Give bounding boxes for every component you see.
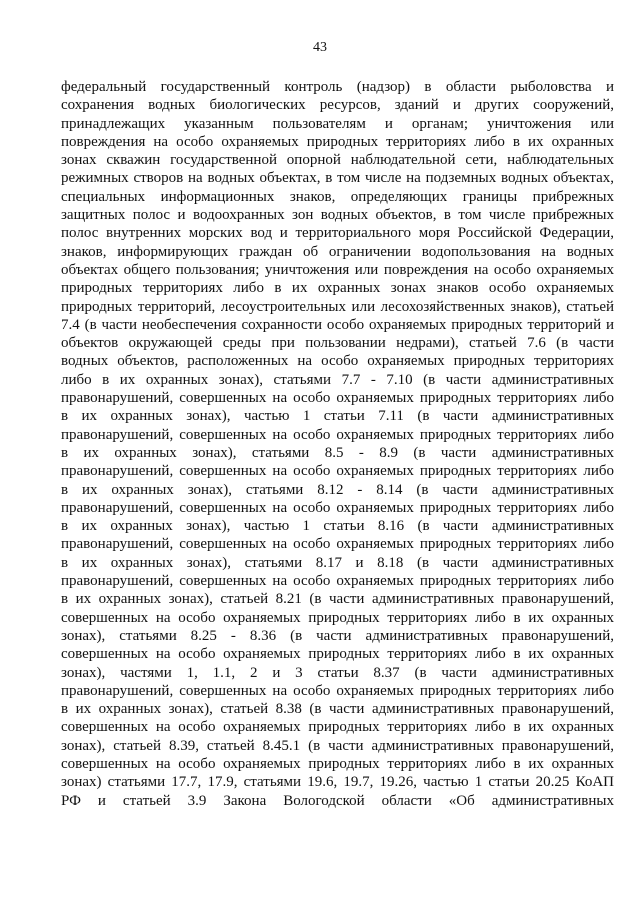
text-line: в их охранных зонах), статьей 8.38 (в части административных правонарушений, — [61, 701, 614, 718]
text-line: в их охранных зонах), частью 1 статьи 7.11 (в части административных — [61, 408, 614, 425]
text-line: принадлежащих указанным пользователям и органам; уничтожения или — [61, 115, 614, 132]
text-line: правонарушений, совершенных на особо охраняемых природных территориях либо — [61, 573, 614, 590]
text-line: защитных полос и водоохранных зон водных объектов, в том числе прибрежных — [61, 207, 614, 224]
body-text — [61, 78, 614, 810]
text-line: водных объектов, расположенных на особо охраняемых природных территориях — [61, 353, 614, 370]
text-line: специальных информационных знаков, определяющих границы прибрежных — [61, 188, 614, 205]
text-line: повреждения на особо охраняемых природных территориях либо в их охранных — [61, 133, 614, 150]
text-line: в их охранных зонах), статьями 8.17 и 8.18 (в части административных — [61, 554, 614, 571]
text-line: в их охранных зонах), статьей 8.21 (в части административных правонарушений, — [61, 591, 614, 608]
text-line: зонах) статьями 17.7, 17.9, статьями 19.6, 19.7, 19.26, частью 1 статьи 20.25 КоАП — [61, 774, 614, 791]
text-line: полос внутренних морских вод и территориального моря Российской Федерации, — [61, 225, 614, 242]
text-line: РФ и статьей 3.9 Закона Вологодской области «Об административных — [61, 792, 614, 809]
text-line: правонарушений, совершенных на особо охраняемых природных территориях либо — [61, 390, 614, 407]
text-line: в их охранных зонах), частью 1 статьи 8.16 (в части административных — [61, 518, 614, 535]
text-line: сохранения водных биологических ресурсов, зданий и других сооружений, — [61, 97, 614, 114]
text-line: зонах), статьей 8.39, статьей 8.45.1 (в части административных правонарушений, — [61, 737, 614, 754]
text-line: объектов окружающей среды при пользовании недрами), статьей 7.6 (в части — [61, 335, 614, 352]
text-line: правонарушений, совершенных на особо охраняемых природных территориях либо — [61, 426, 614, 443]
text-line: зонах), частями 1, 1.1, 2 и 3 статьи 8.37 (в части административных — [61, 664, 614, 681]
text-line: природных территориях либо в их охранных зонах знаков особо охраняемых — [61, 280, 614, 297]
text-line: знаков, информирующих граждан об ограничении водопользования на водных — [61, 243, 614, 260]
text-line: в их охранных зонах), статьями 8.12 - 8.14 (в части административных — [61, 481, 614, 498]
text-line: совершенных на особо охраняемых природных территориях либо в их охранных — [61, 719, 614, 736]
page-number: 43 — [313, 40, 327, 55]
text-line: совершенных на особо охраняемых природных территориях либо в их охранных — [61, 609, 614, 626]
text-line: правонарушений, совершенных на особо охраняемых природных территориях либо — [61, 463, 614, 480]
text-line: федеральный государственный контроль (надзор) в области рыболовства и — [61, 79, 614, 95]
text-line: правонарушений, совершенных на особо охраняемых природных территориях либо — [61, 499, 614, 516]
text-line: совершенных на особо охраняемых природных территориях либо в их охранных — [61, 646, 614, 663]
text-line: в их охранных зонах), статьями 8.5 - 8.9 (в части административных — [61, 444, 614, 461]
text-line: правонарушений, совершенных на особо охраняемых природных территориях либо — [61, 682, 614, 699]
text-line: природных территорий, лесоустроительных или лесохозяйственных знаков), статьей — [61, 298, 614, 315]
text-line: либо в их охранных зонах), статьями 7.7 - 7.10 (в части административных — [61, 371, 614, 388]
text-line: 7.4 (в части необеспечения сохранности особо охраняемых природных территорий и — [61, 316, 614, 333]
text-line: совершенных на особо охраняемых природных территориях либо в их охранных — [61, 755, 614, 772]
text-line: режимных створов на водных объектах, в том числе на подземных водных объектах, — [61, 170, 614, 187]
text-line: объектах общего пользования; уничтожения или повреждения на особо охраняемых — [61, 261, 614, 278]
text-line: зонах скважин государственной опорной наблюдательной сети, наблюдательных — [61, 152, 614, 169]
text-line: зонах), статьями 8.25 - 8.36 (в части административных правонарушений, — [61, 627, 614, 644]
text-line: правонарушений, совершенных на особо охраняемых природных территориях либо — [61, 536, 614, 553]
